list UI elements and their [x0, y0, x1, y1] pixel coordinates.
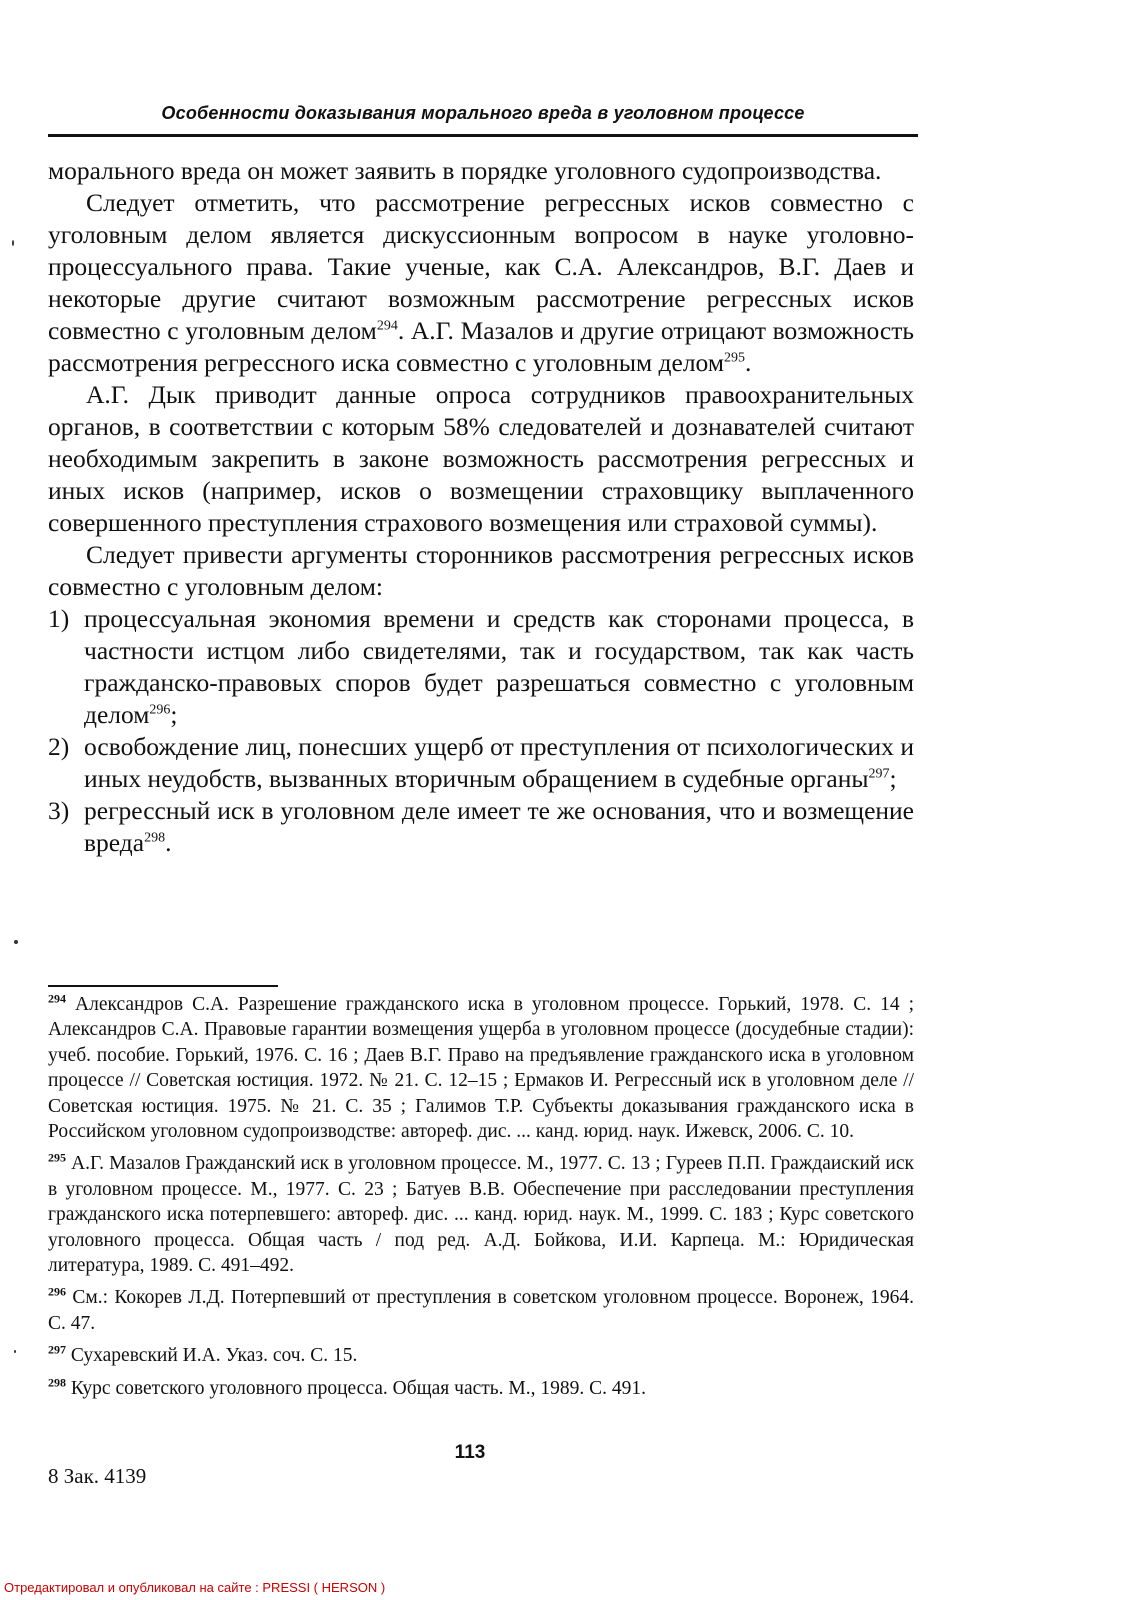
footnotes — [48, 992, 914, 1408]
paragraph-2-part-a: Следует отметить, что рассмотрение регрессных исков совместно с уголовным делом является дискуссионным вопросом в науке уголовно-процессуального права. Такие ученые, как С.А. Александров, В.Г. Даев и некоторые другие считают возможным рассмотрение регрессных исков совместно с уголовным делом — [48, 188, 914, 345]
list-text: освобождение лиц, понесших ущерб от преступления от психологических и иных неудобств, вызванных вторичным обращением в судебные органы — [84, 732, 914, 793]
list-number: 1) — [48, 604, 70, 633]
publisher-note: Отредактировал и опубликовал на сайте : PRESSI ( HERSON ) — [4, 1580, 386, 1595]
page-number: 113 — [454, 1442, 486, 1463]
footnote — [48, 992, 914, 1144]
footnote-number: 294 — [48, 991, 66, 1006]
scan-speck — [12, 240, 14, 246]
scan-speck — [14, 1350, 16, 1353]
running-header: Особенности доказывания морального вреда в уголовном процессе — [161, 103, 805, 123]
footnote-number: 297 — [48, 1342, 66, 1357]
footnote — [48, 1343, 914, 1368]
list-end-punct: . — [165, 828, 172, 857]
list-end-punct: ; — [170, 700, 178, 729]
footnote-number: 298 — [48, 1375, 66, 1390]
paragraph-2-part-c: . — [744, 348, 752, 377]
list-item — [48, 731, 914, 795]
list-text: процессуальная экономия времени и средств как сторонами процесса, в частности истцом либо свидетелями, так и государством, так как часть гражданско-правовых споров будет разрешаться совместно с уголовным делом — [84, 604, 914, 729]
footnote-ref-295: 295 — [723, 350, 745, 366]
list-item — [48, 795, 914, 859]
header-rule — [48, 134, 918, 137]
footnote-ref-298: 298 — [144, 830, 166, 846]
footnote-separator — [48, 985, 278, 987]
footnote-text: См.: Кокорев Л.Д. Потерпевший от преступления в советском уголовном процессе. Воронеж, 1964. С. 47. — [48, 1287, 915, 1334]
list-end-punct: ; — [889, 764, 897, 793]
footnote-ref-297: 297 — [868, 766, 890, 782]
list-item — [48, 603, 914, 731]
scan-speck — [14, 940, 18, 944]
footnote — [48, 1151, 914, 1278]
footnote-text: Курс советского уголовного процесса. Общая часть. М., 1989. С. 491. — [70, 1377, 647, 1399]
paragraph-1: морального вреда он может заявить в порядке уголовного судопроизводства. — [48, 156, 882, 185]
footnote-ref-296: 296 — [149, 702, 171, 718]
footnote-text: Александров С.А. Разрешение гражданского иска в уголовном процессе. Горький, 1978. С. 14 ; Александров С.А. Правовые гарантии возмещения ущерба в уголовном процессе (досудебные стадии): учеб. пособие. Горький, 1976. С. 16 ; Даев В.Г. Право на предъявление гражданского иска в уголовном процессе // Советская юстиция. 1972. № 21. С. 12–15 ; Ермаков И. Регрессный иск в уголовном деле // Советская юстиция. 1975. № 21. С. 35 ; Галимов Т.Р. Субъекты доказывания гражданского иска в Российском уголовном судопроизводстве: автореф. дис. ... канд. юрид. наук. Ижевск, 2006. С. 10. — [48, 994, 915, 1143]
footnote-text: А.Г. Мазалов Гражданский иск в уголовном процессе. М., 1977. С. 13 ; Гуреев П.П. Граждаиский иск в уголовном процессе. М., 1977. С. 23 ; Батуев В.В. Обеспечение при расследовании преступления гражданского иска потерпевшего: автореф. дис. ... канд. юрид. наук. М., 1999. С. 183 ; Курс советского уголовного процесса. Общая часть / под ред. А.Д. Бойкова, И.И. Карпеца. М.: Юридическая литература, 1989. С. 491–492. — [48, 1153, 914, 1277]
list-number: 2) — [48, 732, 70, 761]
footnote — [48, 1285, 914, 1336]
footnote-number: 296 — [48, 1284, 66, 1299]
paragraph-2-part-b: . А.Г. Мазалов и другие отрицают возможность рассмотрения регрессного иска совместно с уголовным делом — [48, 316, 914, 377]
paragraph-3: А.Г. Дык приводит данные опроса сотрудников правоохранительных органов, в соответствии с которым 58% следователей и дознавателей считают необходимым закрепить в законе возможность рассмотрения регрессных и иных исков (например, исков о возмещении страховщику выплаченного совершенного преступления страхового возмещения или страховой суммы). — [48, 380, 914, 537]
footnote-ref-294: 294 — [376, 318, 398, 334]
main-text — [48, 155, 914, 859]
paragraph-2 — [48, 187, 914, 379]
footnote-text: Сухаревский И.А. Указ. соч. С. 15. — [70, 1345, 358, 1367]
list-text: регрессный иск в уголовном деле имеет те же основания, что и возмещение вреда — [84, 796, 914, 857]
list-number: 3) — [48, 796, 70, 825]
printing-order-mark: 8 Зак. 4139 — [48, 1464, 147, 1488]
footnote-number: 295 — [48, 1150, 66, 1165]
footnote — [48, 1376, 914, 1401]
paragraph-4: Следует привести аргументы сторонников рассмотрения регрессных исков совместно с уголовным делом: — [48, 540, 914, 601]
